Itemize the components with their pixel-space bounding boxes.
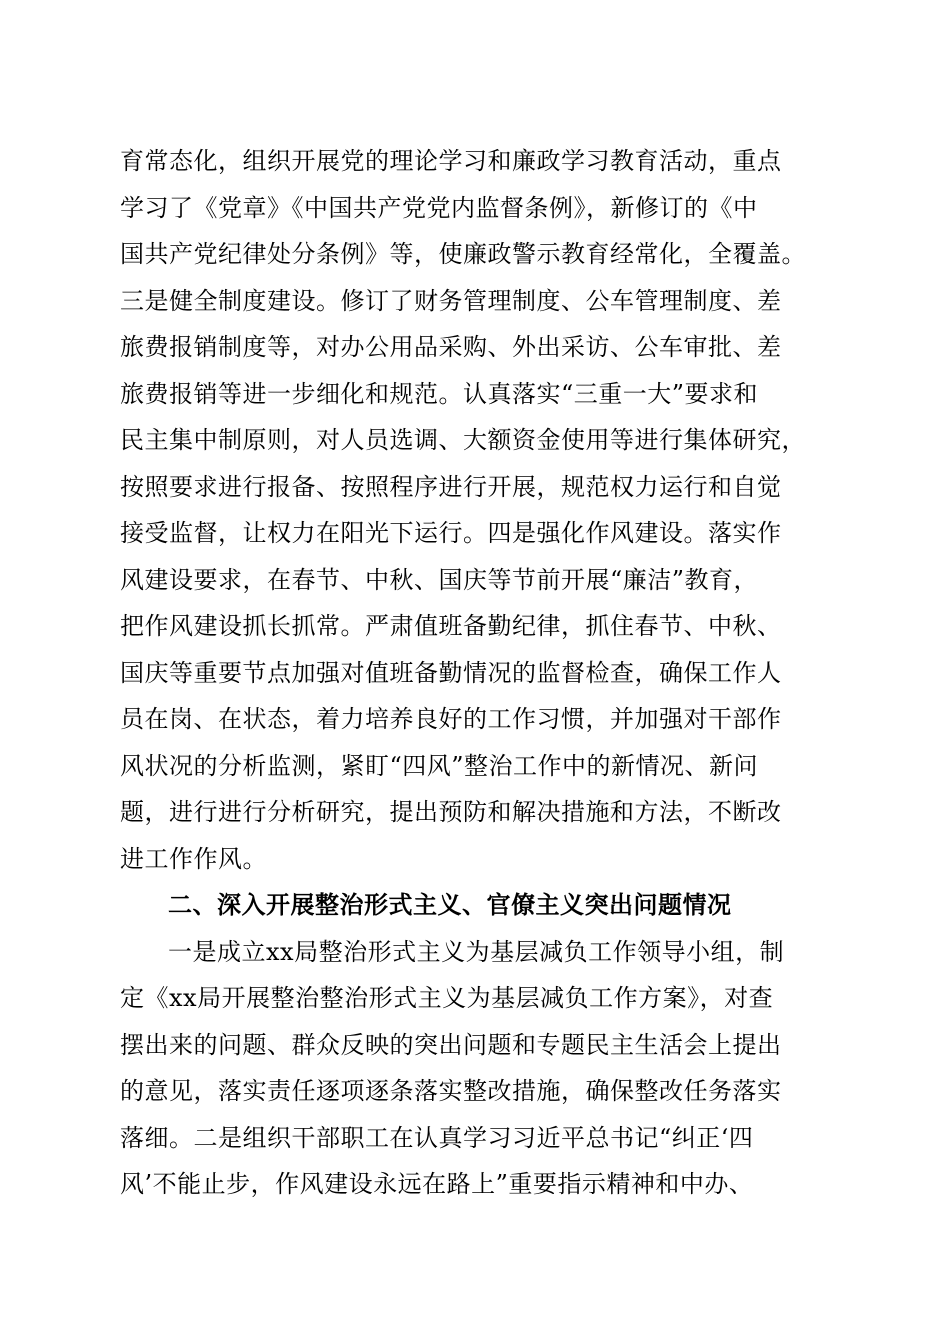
- document-body: [120, 138, 840, 1208]
- body-line: 落细。二是组织干部职工在认真学习习近平总书记“纠正‘四: [120, 1123, 754, 1152]
- body-line: 摆出来的问题、群众反映的突出问题和专题民主生活会上提出: [120, 1030, 782, 1059]
- body-line: 题，进行进行分析研究，提出预防和解决措施和方法，不断改: [120, 798, 782, 826]
- section-heading: 二、深入开展整治形式主义、官僚主义突出问题情况: [168, 891, 732, 919]
- body-line: 风建设要求，在春节、中秋、国庆等节前开展“廉洁”教育，: [120, 565, 759, 594]
- body-line: 三是健全制度建设。修订了财务管理制度、公车管理制度、差: [120, 286, 782, 315]
- body-line: 风’不能止步，作风建设永远在路上”重要指示精神和中办、: [120, 1170, 754, 1198]
- body-line: 国共产党纪律处分条例》等，使廉政警示教育经常化，全覆盖。: [120, 240, 806, 268]
- body-line: 进工作作风。: [120, 844, 267, 873]
- body-line: 定《xx局开展整治整治形式主义为基层减负工作方案》，对查: [120, 984, 774, 1012]
- body-line: 学习了《党章》《中国共产党党内监督条例》，新修订的《中: [120, 193, 758, 222]
- body-line: 的意见，落实责任逐项逐条落实整改措施，确保整改任务落实: [120, 1077, 782, 1105]
- paragraph-first-line: 一是成立xx局整治形式主义为基层减负工作领导小组，制: [168, 937, 785, 966]
- body-line: 育常态化，组织开展党的理论学习和廉政学习教育活动，重点: [120, 147, 782, 175]
- body-line: 把作风建设抓长抓常。严肃值班备勤纪律，抓住春节、中秋、: [120, 612, 782, 640]
- body-line: 员在岗、在状态，着力培养良好的工作习惯，并加强对干部作: [120, 705, 782, 733]
- body-line: 接受监督，让权力在阳光下运行。四是强化作风建设。落实作: [120, 519, 782, 547]
- body-line: 民主集中制原则，对人员选调、大额资金使用等进行集体研究，: [120, 426, 806, 454]
- body-line: 国庆等重要节点加强对值班备勤情况的监督检查，确保工作人: [120, 658, 782, 687]
- body-line: 旅费报销制度等，对办公用品采购、外出采访、公车审批、差: [120, 333, 782, 361]
- body-line: 按照要求进行报备、按照程序进行开展，规范权力运行和自觉: [120, 472, 782, 501]
- body-line: 风状况的分析监测，紧盯“四风”整治工作中的新情况、新问: [120, 751, 759, 780]
- body-line: 旅费报销等进一步细化和规范。认真落实“三重一大”要求和: [120, 379, 759, 408]
